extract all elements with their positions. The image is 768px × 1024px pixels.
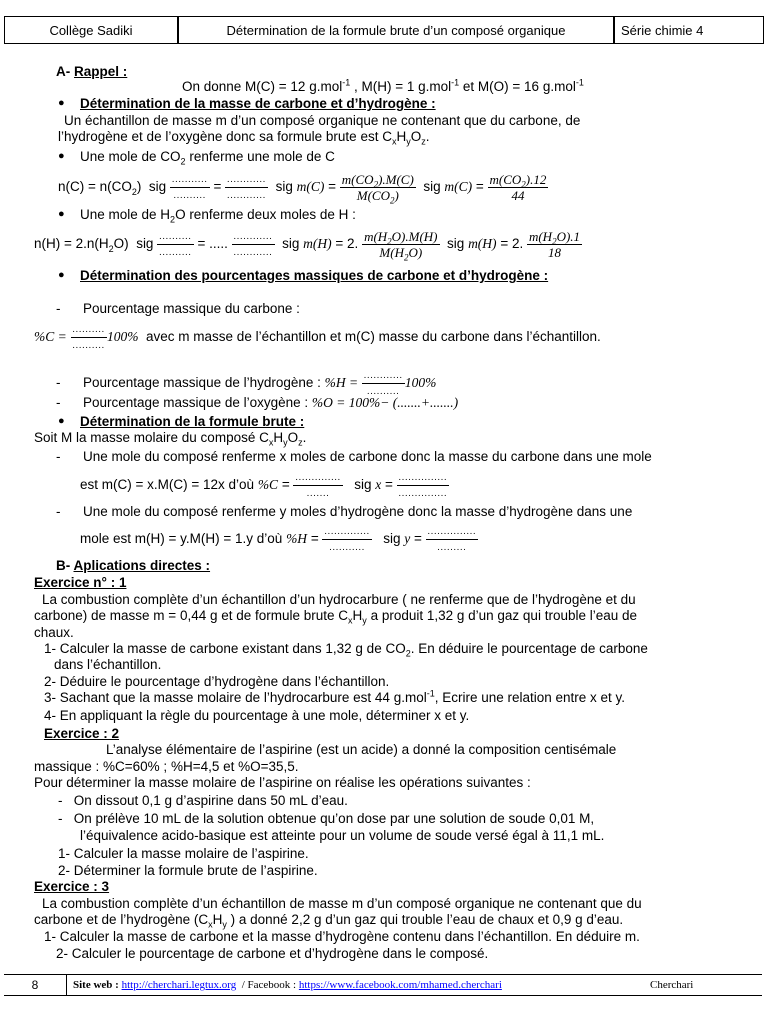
footer-links: Site web : http://cherchari.legtux.org / Facebook : https://www.facebook.com/mhamed.cherchari: [73, 979, 502, 991]
ex1-question-2: 2- Déduire le pourcentage d’hydrogène dans l’échantillon.: [44, 674, 390, 689]
page-number: 8: [4, 975, 67, 995]
site-link[interactable]: http://cherchari.legtux.org: [121, 979, 237, 991]
exercise-3-title: Exercice : 3: [34, 879, 110, 894]
intro-line-2: l’hydrogène et de l’oxygène donc sa formule brute est $C_xH_yO_z$.: [58, 129, 430, 147]
footer: [4, 974, 762, 996]
bullet-icon: ●: [58, 208, 65, 220]
bullet-icon: ●: [58, 269, 65, 281]
mole-c-line-1: - Une mole du composé renferme x moles de carbone donc la masse du carbone dans une mole: [56, 449, 652, 464]
mole-h-line-2: mole est m(H) = y.M(H) = 1.y d’où %H = $\frac{..............}{...........}$ sig y = $\frac{...............}{.........}$: [80, 526, 477, 552]
bullet-icon: ●: [58, 415, 65, 427]
ex3-question-1: 1- Calculer la masse de carbone et la masse d’hydrogène contenu dans l’échantillon. En déduire m.: [44, 929, 640, 944]
molar-masses-line: On donne M(C) = 12 g.mol$^{-1}$ , M(H) = 1 g.mol$^{-1}$ et M(O) = 16 g.mol$^{-1}$: [182, 77, 584, 94]
ex2-line-3: Pour déterminer la masse molaire de l’aspirine on réalise les opérations suivantes :: [34, 775, 531, 790]
intro-line-1: Un échantillon de masse m d’un composé organique ne contenant que du carbone, de: [64, 113, 581, 128]
ex2-line-1: L’analyse élémentaire de l’aspirine (est un acide) a donné la composition centisémale: [106, 742, 617, 757]
exercise-1-title: Exercice n° : 1: [34, 575, 127, 590]
nc-formula: $n(C) = n(CO_2)$ sig $\frac{...........}{..........}$ = $\frac{............}{............}$ sig m(C) = $\frac{m(CO_2).M(C)}{M(CO_2)}$ sig m(C) = $\frac{m(CO_2).12}{44}$: [58, 172, 547, 206]
ex1-question-4: 4- En appliquant la règle du pourcentage à une mole, déterminer x et y.: [44, 708, 470, 723]
bullet-icon: ●: [58, 150, 65, 162]
ex2-question-2: 2- Déterminer la formule brute de l’aspirine.: [58, 863, 318, 878]
ex1-question-3: 3- Sachant que la masse molaire de l’hydrocarbure est 44 g.mol$^{-1}$, Ecrire une relation entre x et y.: [44, 688, 626, 705]
ex2-line-2: massique : %C=60% ; %H=4,5 et %O=35,5.: [34, 759, 299, 774]
ph-line: - Pourcentage massique de l’hydrogène : %H = $\frac{............}{..........}$ 100%: [56, 370, 437, 396]
ex2-question-1: 1- Calculer la masse molaire de l’aspirine.: [58, 846, 309, 861]
nh-formula: $n(H) = 2.n(H_2O)$ sig $\frac{..........}{..........}$ = ..... $\frac{............}{............}$ sig m(H) = 2. $\frac{m(H_2O).M(H)}{M(H_2O)}$ sig m(H) = 2. $\frac{m(H_2O).1}{18}$: [34, 229, 581, 263]
exercise-2-title: Exercice : 2: [44, 726, 120, 741]
header-title: Détermination de la formule brute d’un composé organique: [179, 17, 615, 43]
subheading-masses: Détermination de la masse de carbone et d’hydrogène :: [80, 96, 436, 111]
po-line: - Pourcentage massique de l’oxygène : %O = 100%− (.......+.......): [56, 395, 459, 410]
co2-mole-line: Une mole de $CO_2$ renferme une mole de C: [80, 149, 335, 167]
footer-author: Cherchari: [650, 979, 694, 991]
facebook-link[interactable]: https://www.facebook.com/mhamed.cherchari: [298, 979, 502, 991]
subheading-formula: Détermination de la formule brute :: [80, 414, 305, 429]
ex1-line-2: carbone) de masse m = 0,44 g et de formule brute $C_xH_y$ a produit 1,32 g d’un gaz qui trouble l’eau de: [34, 608, 638, 626]
ex1-question-1b: dans l’échantillon.: [54, 657, 162, 672]
ex2-step-2: - On prélève 10 mL de la solution obtenue qu’on dose par une solution de soude 0,01 M,: [58, 811, 595, 826]
ex3-question-2: 2- Calculer le pourcentage de carbone et d’hydrogène dans le composé.: [56, 946, 489, 961]
section-a-heading: A- Rappel :: [56, 64, 128, 79]
pc-line: - Pourcentage massique du carbone :: [56, 301, 300, 316]
section-b-heading: B- Aplications directes :: [56, 558, 211, 573]
mole-c-line-2: est m(C) = x.M(C) = 12x d’où %C = $\frac{..............}{.......}$ sig x = $\frac{...............}{...............}$: [80, 472, 448, 498]
mole-h-line-1: - Une mole du composé renferme y moles d’hydrogène donc la masse d’hydrogène dans une: [56, 504, 633, 519]
ex3-line-1: La combustion complète d’un échantillon de masse m d’un composé organique ne contenant que du: [42, 896, 642, 911]
ex1-question-1: 1- Calculer la masse de carbone existant dans 1,32 g de $CO_2$. En déduire le pourcentage de carbone: [44, 641, 648, 659]
ex1-line-3: chaux.: [34, 625, 74, 640]
ex1-line-1: La combustion complète d’un échantillon d’un hydrocarbure ( ne renferme que de l’hydrogène et du: [42, 592, 636, 607]
ex2-step-2b: l’équivalence acido-basique est atteinte pour un volume de soude versé égal à 11,1 mL.: [80, 828, 605, 843]
h2o-mole-line: Une mole de $H_2O$ renferme deux moles de H :: [80, 207, 356, 225]
subheading-percentages: Détermination des pourcentages massiques de carbone et d’hydrogène :: [80, 268, 549, 283]
ex3-line-2: carbone et de l’hydrogène ($C_xH_y$ ) a donné 2,2 g d’un gaz qui trouble l’eau de chaux et 0,9 g d’eau.: [34, 912, 624, 930]
header-school: Collège Sadiki: [5, 17, 179, 43]
pc-formula: %C = $\frac{..........}{..........}$ 100% avec m masse de l’échantillon et m(C) masse du carbone dans l’échantillon.: [34, 324, 601, 350]
soit-line: Soit M la masse molaire du composé $C_xH_yO_z$.: [34, 430, 307, 448]
header-table: [4, 16, 764, 44]
header-series: Série chimie 4: [621, 22, 704, 38]
bullet-icon: ●: [58, 97, 65, 109]
ex2-step-1: - On dissout 0,1 g d’aspirine dans 50 mL d’eau.: [58, 793, 348, 808]
